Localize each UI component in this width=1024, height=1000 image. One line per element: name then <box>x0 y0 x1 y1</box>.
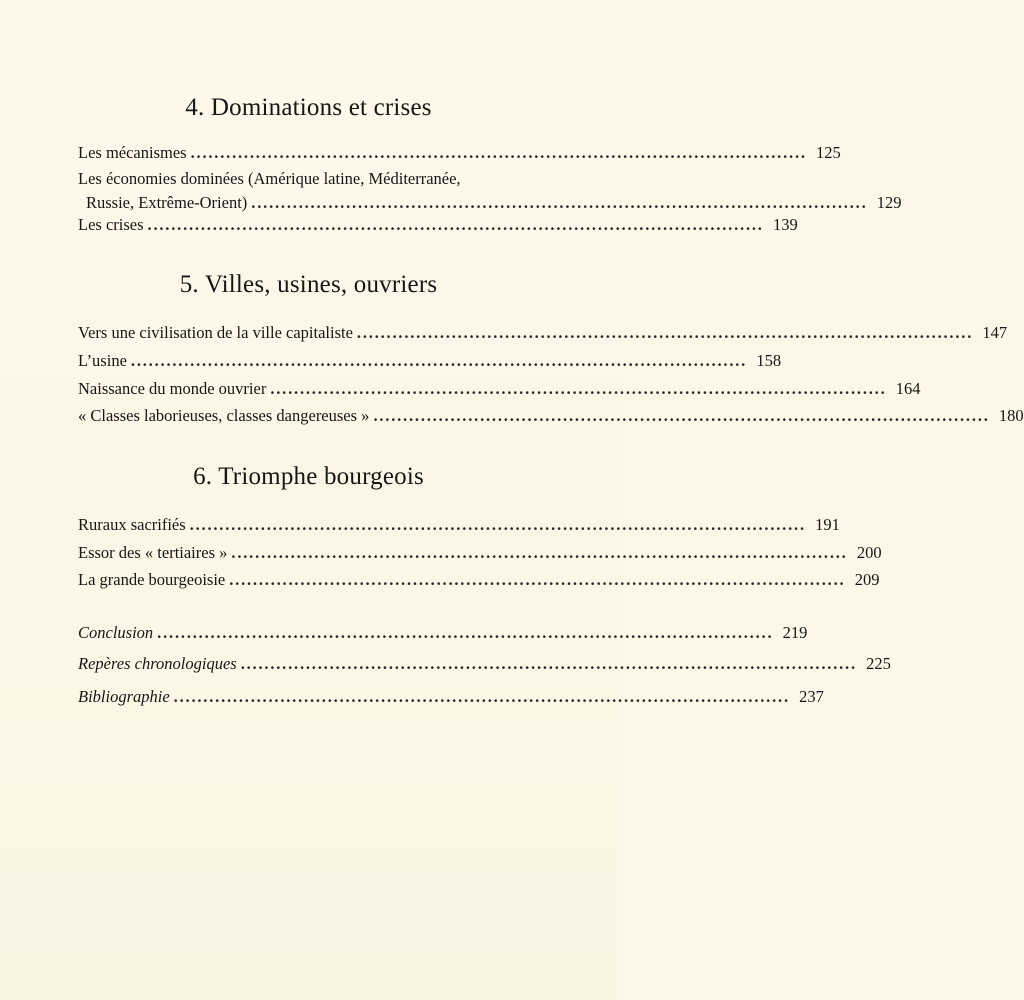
toc-entry-monde-ouvrier[interactable] <box>78 377 921 401</box>
toc-page-number: 139 <box>772 215 798 234</box>
leader-dots: ........................................................................................................ <box>231 543 848 562</box>
leader-dots: ........................................................................................................ <box>251 193 868 212</box>
toc-entry-grande-bourgeoisie[interactable] <box>78 568 880 592</box>
toc-entry-label: Vers une civilisation de la ville capitaliste <box>78 323 353 342</box>
leader-dots: ........................................................................................................ <box>157 623 774 642</box>
leader-dots: ........................................................................................................ <box>356 323 974 342</box>
toc-page-number: 164 <box>895 379 921 398</box>
leader-dots: ........................................................................................................ <box>229 570 846 589</box>
toc-entry-label: Repères chronologiques <box>78 654 237 673</box>
toc-entry-label: L’usine <box>78 351 127 370</box>
leader-dots: ........................................................................................................ <box>173 687 790 706</box>
toc-entry-bibliographie[interactable] <box>78 685 824 709</box>
toc-entry-label-line1: Les économies dominées (Amérique latine, Méditerranée, <box>78 169 461 188</box>
toc-page-number: 219 <box>782 623 808 642</box>
toc-entry-civilisation-ville[interactable] <box>78 321 1008 345</box>
toc-page-number: 191 <box>815 515 840 534</box>
toc-entry-label: Russie, Extrême-Orient) <box>86 193 248 212</box>
section-title-5: 5. Villes, usines, ouvriers <box>179 271 438 298</box>
toc-entry-label: Les crises <box>78 215 144 234</box>
toc-entry-classes-laborieuses[interactable] <box>78 404 1024 428</box>
toc-entry-label: Essor des « tertiaires » <box>78 543 228 562</box>
toc-entry-label: Naissance du monde ouvrier <box>78 379 267 398</box>
leader-dots: ........................................................................................................ <box>373 406 990 425</box>
toc-entry-economies-dominees[interactable] <box>78 167 902 215</box>
toc-page-number: 180 <box>998 406 1024 425</box>
leader-dots: ........................................................................................................ <box>189 515 806 534</box>
toc-entry-label: Les mécanismes <box>78 143 187 162</box>
toc-entry-label: Conclusion <box>78 623 154 642</box>
toc-entry-label: Ruraux sacrifiés <box>78 515 186 534</box>
toc-page-number: 129 <box>876 193 902 212</box>
toc-entry-les-crises[interactable] <box>78 213 798 237</box>
leader-dots: ........................................................................................................ <box>240 654 857 673</box>
leader-dots: ........................................................................................................ <box>270 379 887 398</box>
leader-dots: ........................................................................................................ <box>130 351 748 370</box>
toc-page-number: 237 <box>799 687 824 706</box>
toc-entry-usine[interactable] <box>78 349 782 373</box>
toc-entry-conclusion[interactable] <box>78 621 808 645</box>
section-title-6: 6. Triomphe bourgeois <box>193 463 424 490</box>
toc-page-number: 225 <box>866 654 891 673</box>
toc-page-number: 200 <box>856 543 882 562</box>
toc-entry-ruraux-sacrifies[interactable] <box>78 513 840 537</box>
toc-entry-essor-tertiaires[interactable] <box>78 541 882 565</box>
toc-entry-label: Bibliographie <box>78 687 170 706</box>
toc-page-number: 158 <box>756 351 782 370</box>
toc-entry-label: « Classes laborieuses, classes dangereuses » <box>78 406 370 425</box>
leader-dots: ........................................................................................................ <box>190 143 807 162</box>
toc-entry-reperes-chronologiques[interactable] <box>78 652 891 676</box>
toc-page-number: 147 <box>982 323 1008 342</box>
toc-page-number: 209 <box>854 570 880 589</box>
toc-page-number: 125 <box>816 143 841 162</box>
toc-entry-label: La grande bourgeoisie <box>78 570 226 589</box>
toc-entry-les-mecanismes[interactable] <box>78 141 841 165</box>
leader-dots: ........................................................................................................ <box>147 215 764 234</box>
section-title-4: 4. Dominations et crises <box>185 94 432 121</box>
